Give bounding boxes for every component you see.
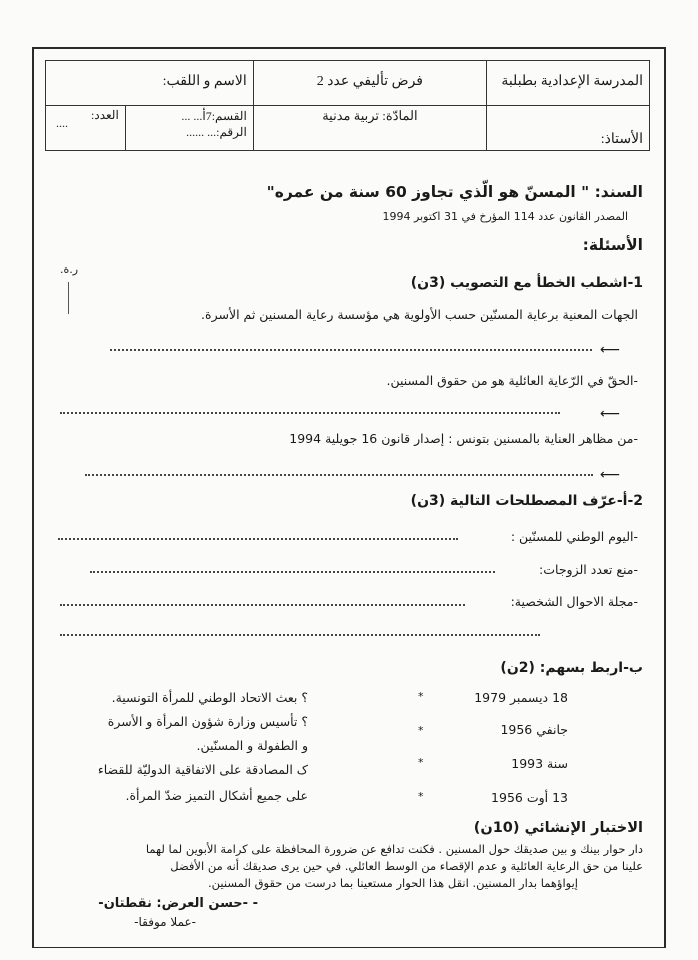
q3-line-2: علينا من حق الرعاية العائلية و عدم الإقصاء من الوسط العائلي. في حين يرى صديقك أنه من الأفضل bbox=[170, 859, 643, 873]
q3-line-1: دار حوار بينك و بين صديقك حول المسنين . فكنت تدافع عن ضرورة المحافظة على كرامة الأبوين لما لهما bbox=[145, 842, 643, 856]
match-bullet-2[interactable]: * bbox=[418, 724, 424, 737]
exam-header-table bbox=[45, 60, 650, 151]
match-event-3-text: المصادقة على الاتفاقية الدوليّة للقضاء bbox=[97, 762, 293, 777]
match-bullet-1[interactable]: * bbox=[418, 690, 424, 703]
q3-title: الاختبار الإنشائي (10ن) bbox=[473, 820, 643, 836]
match-event-2-cont: و الطفولة و المسنّين. bbox=[196, 738, 308, 753]
match-date-3: سنة 1993 bbox=[511, 756, 568, 771]
student-name-label: الاسم و اللقب: bbox=[162, 74, 247, 89]
class-cell bbox=[125, 106, 253, 151]
q1-title: 1-اشطب الخطأ مع التصويب (3ن) bbox=[410, 275, 643, 291]
match-event-2-text: تأسيس وزارة شؤون المرأة و الأسرة bbox=[107, 714, 298, 729]
definition-line-2[interactable] bbox=[90, 571, 495, 573]
source-quote: السند: " المسنّ هو الّذي تجاوز 60 سنة من عمره" bbox=[266, 183, 643, 201]
match-event-1-text: بعث الاتحاد الوطني للمرأة التونسية. bbox=[111, 690, 298, 705]
teacher-cell bbox=[487, 106, 650, 151]
match-date-4: 13 أوت 1956 bbox=[491, 790, 568, 805]
class-field[interactable]: القسم:7أ... ... bbox=[181, 109, 247, 123]
arrow-icon: ⟵ bbox=[600, 467, 621, 483]
answer-line-3[interactable] bbox=[85, 474, 593, 476]
q2a-item-3: -مجلة الاحوال الشخصية: bbox=[510, 594, 638, 609]
answer-line-2[interactable] bbox=[60, 412, 560, 414]
match-date-2: جانفي 1956 bbox=[500, 722, 568, 737]
q2a-title: 2-أ-عرّف المصطلحات التالية (3ن) bbox=[410, 493, 643, 509]
definition-line-1[interactable] bbox=[58, 538, 458, 540]
q2a-item-2: -منع تعدد الزوجات: bbox=[539, 562, 638, 577]
definition-line-3[interactable] bbox=[60, 604, 465, 606]
answer-line-1[interactable] bbox=[110, 349, 592, 351]
grade-value[interactable]: .... bbox=[56, 116, 68, 130]
margin-line bbox=[68, 282, 69, 314]
teacher-label: الأستاذ: bbox=[600, 132, 643, 147]
q2b-title: ب-اربط بسهم: (2ن) bbox=[500, 660, 643, 676]
match-event-3-cont: على جميع أشكال التميز ضدّ المرأة. bbox=[125, 788, 308, 803]
exam-title: فرض تأليفي عدد 2 bbox=[316, 74, 423, 89]
q2a-item-1: -اليوم الوطني للمسنّين : bbox=[510, 529, 638, 544]
subject-cell bbox=[253, 106, 486, 151]
match-marker-icon[interactable]: ؟ bbox=[301, 714, 308, 729]
match-date-1: 18 ديسمبر 1979 bbox=[474, 690, 568, 705]
questions-title: الأسئلة: bbox=[582, 236, 643, 254]
match-marker-icon[interactable]: ﮎ bbox=[296, 762, 308, 777]
q1-item-2: -الحقّ في الرّعاية العائلية هو من حقوق المسنين. bbox=[386, 373, 638, 388]
definition-line-4[interactable] bbox=[60, 634, 540, 636]
match-bullet-3[interactable]: * bbox=[418, 756, 424, 769]
school-name: المدرسة الإعدادية بطبلبة bbox=[501, 74, 643, 89]
match-event-3 bbox=[98, 762, 308, 777]
school-cell bbox=[487, 61, 650, 106]
q3-line-3: إيواؤهما بدار المسنين. انقل هذا الحوار مستعينا بما درست من حقوق المسنين. bbox=[208, 876, 578, 890]
exam-title-cell bbox=[253, 61, 486, 106]
match-event-2 bbox=[108, 714, 308, 729]
grade-cell bbox=[46, 106, 126, 151]
match-event-1 bbox=[112, 690, 308, 705]
match-marker-icon[interactable]: ؟ bbox=[301, 690, 308, 705]
margin-note: ر.ة. bbox=[60, 263, 79, 276]
q1-item-1: الجهات المعنية برعاية المسنّين حسب الأولوية هي مؤسسة رعاية المسنين ثم الأسرة. bbox=[201, 307, 638, 322]
match-bullet-4[interactable]: * bbox=[418, 790, 424, 803]
subject: المادّة: تربية مدنية bbox=[322, 108, 418, 123]
name-cell bbox=[46, 61, 254, 106]
arrow-icon: ⟵ bbox=[600, 406, 621, 422]
good-luck-note: -عملا موفقا- bbox=[134, 915, 196, 929]
grade-label: العدد: bbox=[91, 108, 119, 122]
presentation-note: - -حسن العرض: نقطتان- bbox=[98, 896, 258, 911]
source-reference: المصدر القانون عدد 114 المؤرخ في 31 اكتوبر 1994 bbox=[382, 210, 628, 223]
number-field[interactable]: الرقم:... ...... bbox=[186, 125, 247, 139]
arrow-icon: ⟵ bbox=[600, 342, 621, 358]
q1-item-3: -من مظاهر العناية بالمسنين بتونس : إصدار قانون 16 جويلية 1994 bbox=[289, 431, 638, 446]
